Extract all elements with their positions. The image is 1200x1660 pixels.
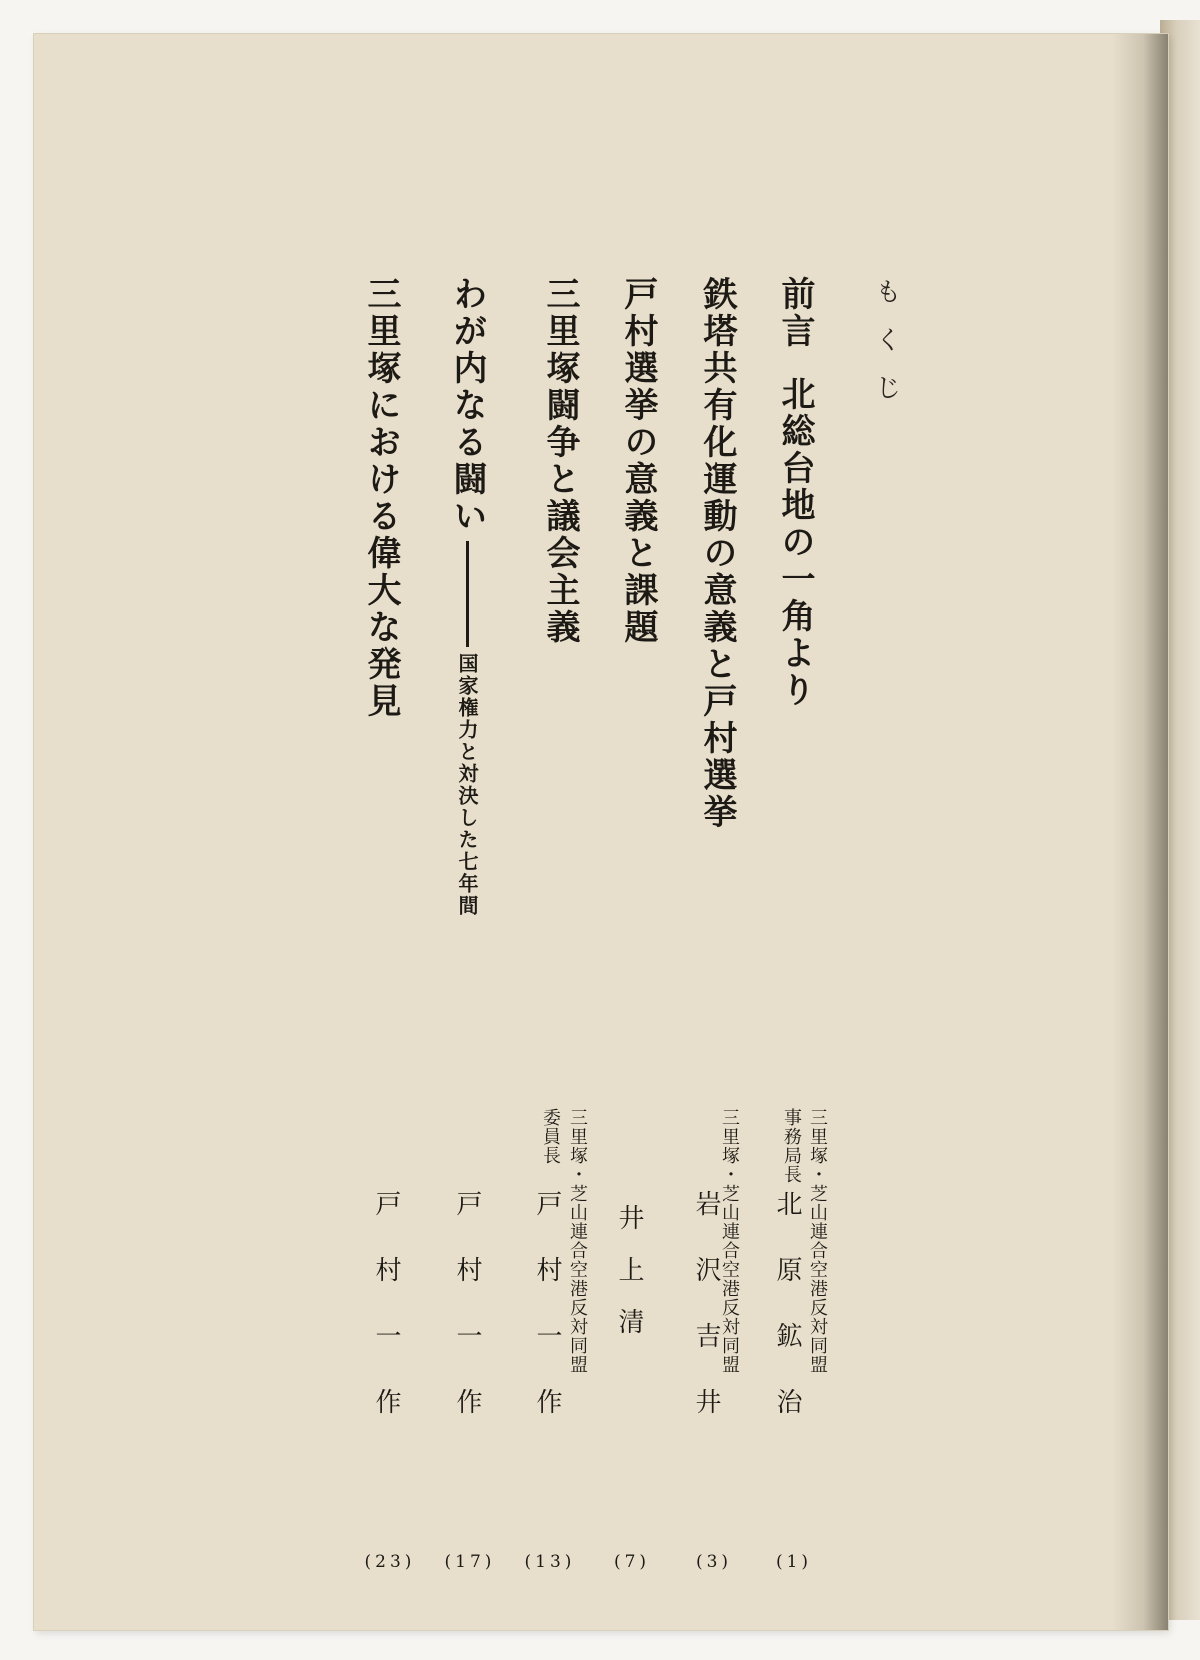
toc-entry-1-affiliation: 三里塚・芝山連合空港反対同盟 — [807, 1108, 828, 1374]
toc-entry-4-affiliation: 三里塚・芝山連合空港反対同盟 — [567, 1108, 588, 1374]
toc-entry-1-title-main: 北総台地の一角より — [775, 376, 815, 709]
toc-entry-5-subtitle: 国家権力と対決した七年間 — [455, 653, 479, 917]
toc-entry-5-author: 戸村一作 — [452, 1190, 482, 1454]
toc-entry-3-title: 戸村選挙の意義と課題 — [618, 276, 658, 646]
spine-shadow — [1112, 34, 1168, 1630]
toc-entry-6-title: 三里塚における偉大な発見 — [361, 276, 401, 720]
toc-entry-2-affiliation: 三里塚・芝山連合空港反対同盟 — [719, 1108, 740, 1374]
toc-entry-6-page: (23) — [364, 1552, 416, 1572]
toc-entry-1-title — [775, 276, 815, 709]
toc-entry-6-author: 戸村一作 — [371, 1190, 401, 1454]
toc-entry-5-page: (17) — [444, 1552, 496, 1572]
toc-entry-4-title: 三里塚闘争と議会主義 — [540, 276, 580, 646]
toc-entry-1-role: 事務局長 — [781, 1108, 802, 1184]
toc-heading: もくじ — [871, 278, 901, 422]
toc-entry-1-author: 北原鉱治 — [772, 1190, 802, 1454]
toc-entry-4-author: 戸村一作 — [532, 1190, 562, 1454]
toc-entry-5-title-main: わが内なる闘い — [447, 276, 487, 535]
toc-entry-4-page: (13) — [524, 1552, 576, 1572]
toc-entry-2-author: 岩沢吉井 — [691, 1190, 721, 1454]
booklet-page — [34, 34, 1168, 1630]
toc-entry-3-author: 井上清 — [614, 1204, 644, 1360]
toc-entry-1-page: (1) — [775, 1552, 813, 1572]
toc-entry-2-page: (3) — [695, 1552, 733, 1572]
toc-entry-1-title-prefix: 前言 — [775, 276, 815, 350]
toc-entry-4-role: 委員長 — [540, 1108, 561, 1165]
toc-entry-5-title — [447, 276, 487, 917]
toc-entry-3-page: (7) — [613, 1552, 651, 1572]
toc-entry-2-title: 鉄塔共有化運動の意義と戸村選挙 — [697, 276, 737, 831]
em-dash-rule — [466, 541, 469, 647]
